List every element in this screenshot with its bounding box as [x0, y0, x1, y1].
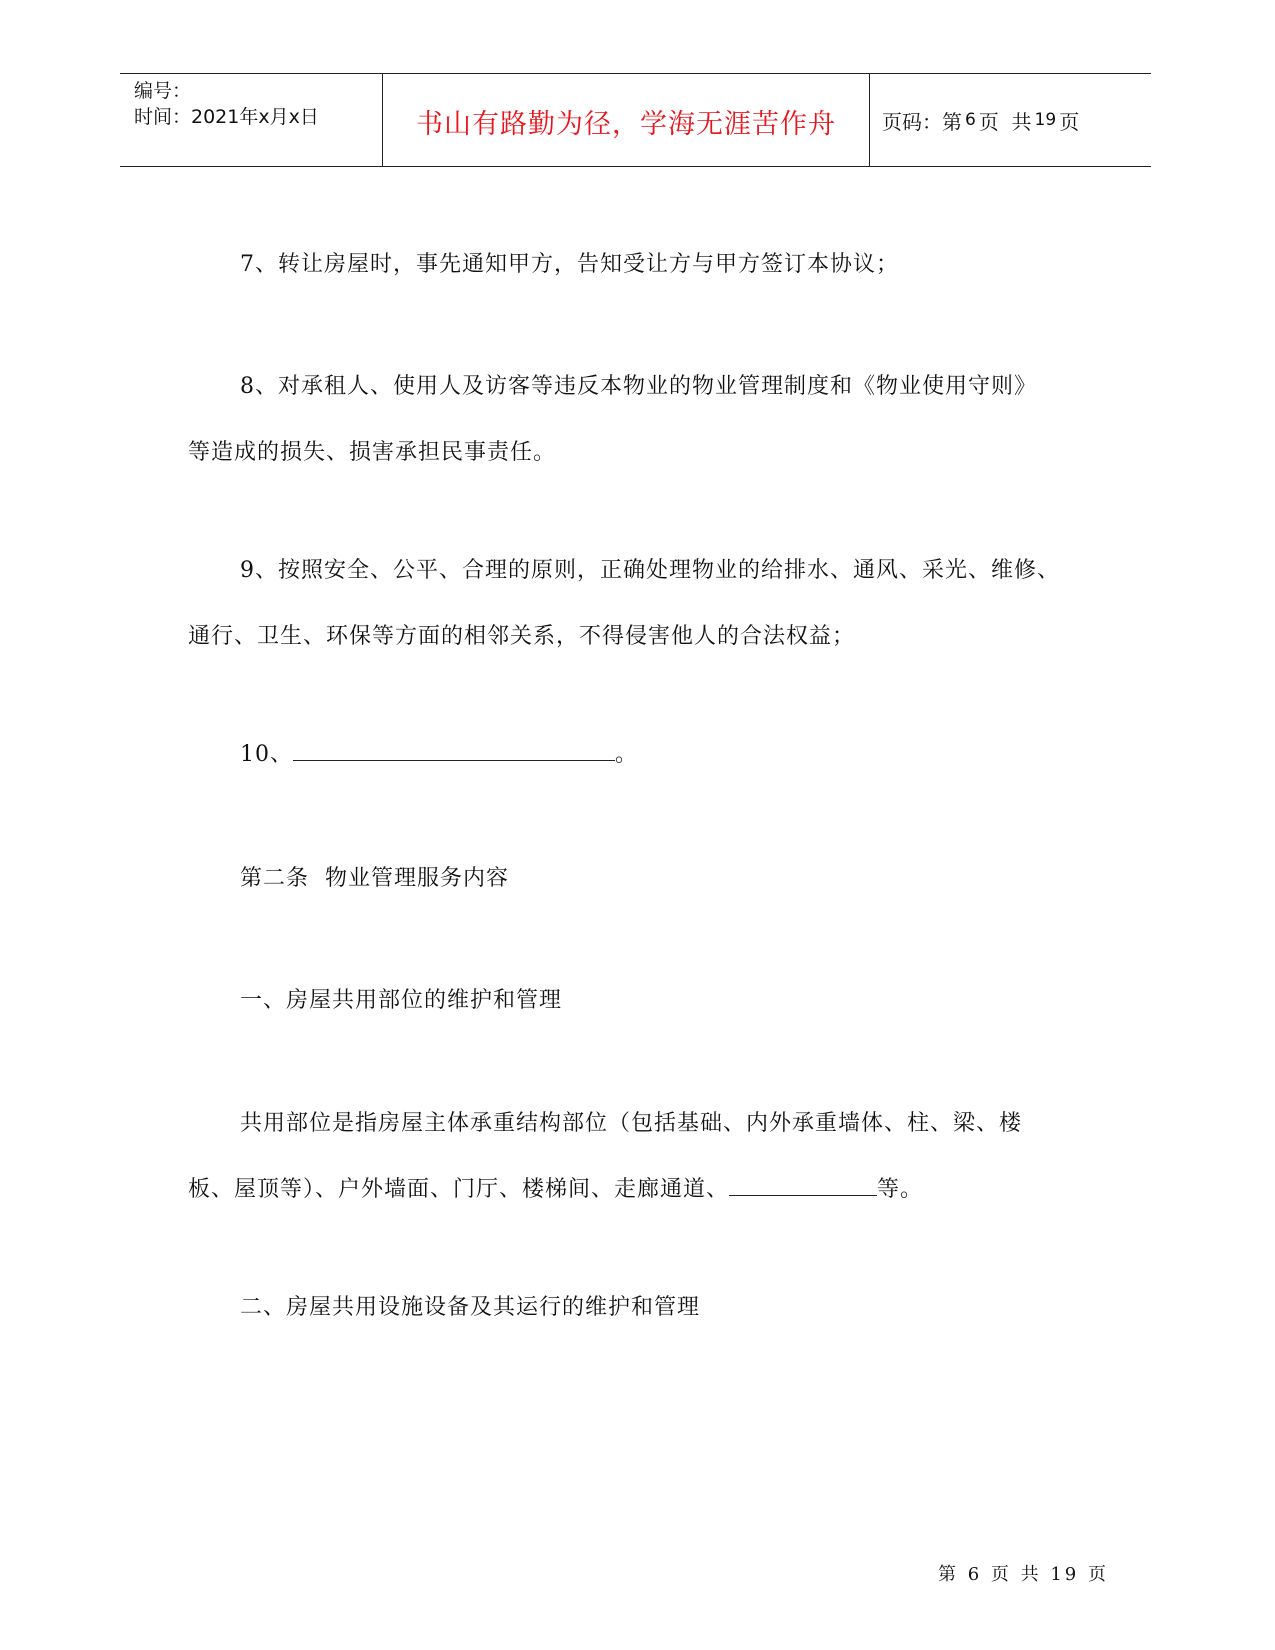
shared-parts-paragraph	[188, 1091, 1098, 1223]
page-footer: 第 6 页 共 19 页	[938, 1564, 1109, 1585]
section-1-heading: 一、房屋共用部位的维护和管理	[240, 988, 563, 1013]
document-header	[120, 73, 1151, 167]
clause-item-10-end: 。	[615, 742, 639, 767]
page-total: 19	[1034, 110, 1057, 130]
page-prefix: 页码：第	[882, 109, 962, 134]
clause-item-10	[188, 722, 1098, 788]
clause-item-7: 7、转让房屋时，事先通知甲方，告知受让方与甲方签订本协议；	[240, 252, 899, 277]
document-time-label: 时间：2021年x月x日	[134, 106, 319, 128]
clause-item-9-line-2: 通行、卫生、环保等方面的相邻关系，不得侵害他人的合法权益；	[188, 624, 856, 649]
shared-parts-line-1: 共用部位是指房屋主体承重结构部位（包括基础、内外承重墙体、柱、梁、楼	[240, 1111, 1023, 1136]
clause-item-8-line-1: 8、对承租人、使用人及访客等违反本物业的物业管理制度和《物业使用守则》	[240, 374, 1037, 399]
header-motto: 书山有路勤为径，学海无涯苦作舟	[383, 74, 870, 166]
shared-parts-line-2: 板、屋顶等）、户外墙面、门厅、楼梯间、走廊通道、 等。	[188, 1157, 1098, 1223]
clause-item-9	[188, 538, 1098, 670]
header-meta-cell	[120, 74, 383, 166]
page-mid: 页 共	[978, 109, 1032, 134]
page-current: 6	[965, 110, 976, 130]
clause-item-9-line-1: 9、按照安全、公平、合理的原则，正确处理物业的给排水、通风、采光、维修、	[240, 558, 1060, 583]
fill-in-blank-line	[293, 736, 615, 761]
clause-item-10-number: 10、	[240, 742, 293, 767]
document-number-label: 编号：	[134, 80, 192, 102]
clause-item-8-line-2: 等造成的损失、损害承担民事责任。	[188, 440, 557, 465]
clause-item-8	[188, 354, 1098, 486]
fill-in-blank-line	[729, 1171, 877, 1196]
section-2-heading: 二、房屋共用设施设备及其运行的维护和管理	[240, 1295, 701, 1320]
header-page-info	[870, 74, 1151, 166]
article-2-heading: 第二条 物业管理服务内容	[240, 866, 509, 891]
page-suffix: 页	[1059, 109, 1080, 134]
